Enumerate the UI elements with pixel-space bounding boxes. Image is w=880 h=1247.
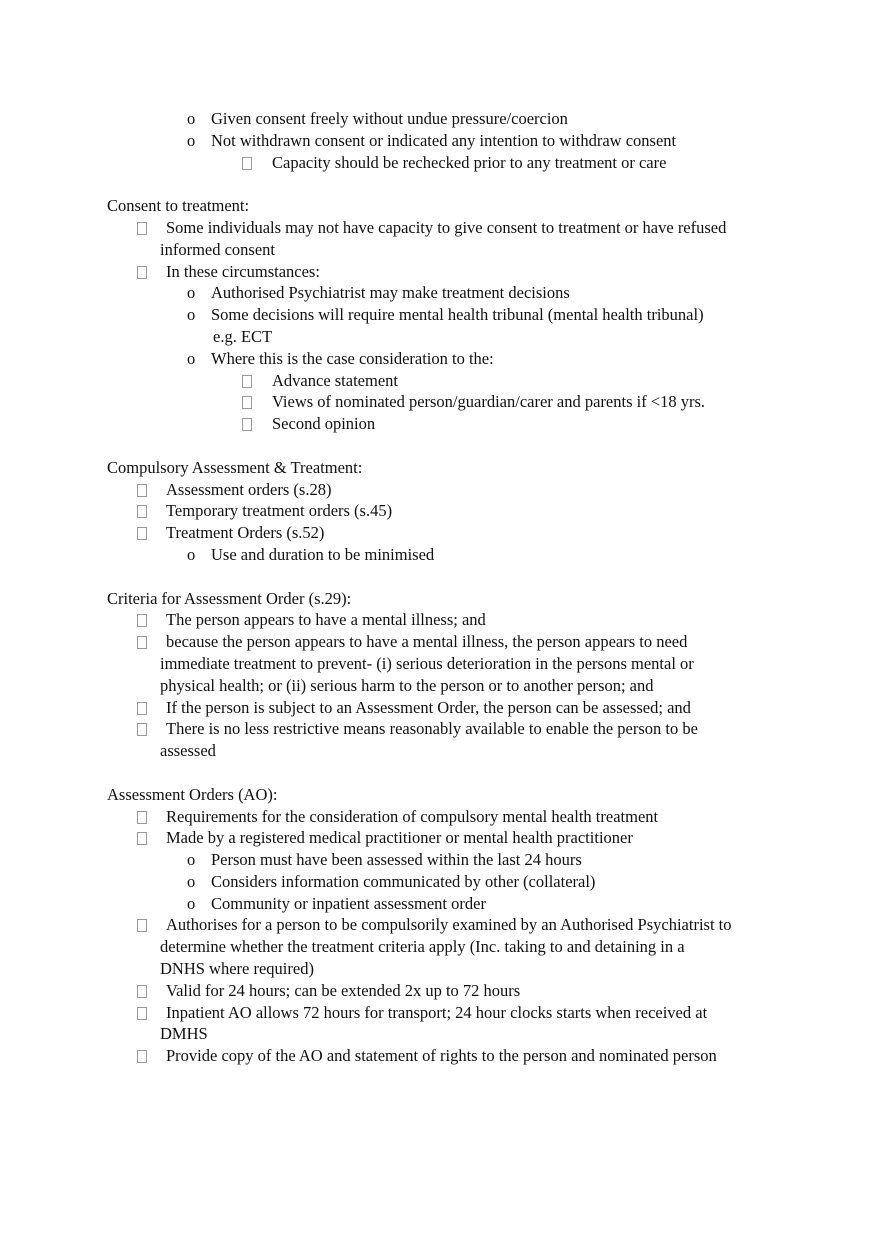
bullet-box-icon xyxy=(137,266,147,279)
list-item: because the person appears to have a mental illness, the person appears to need xyxy=(0,631,880,653)
list-item: Valid for 24 hours; can be extended 2x up to 72 hours xyxy=(0,980,880,1002)
section-heading-ao: Assessment Orders (AO): xyxy=(107,784,278,804)
list-item: Provide copy of the AO and statement of rights to the person and nominated person xyxy=(0,1045,880,1067)
section-heading-compulsory: Compulsory Assessment & Treatment: xyxy=(107,457,363,477)
bullet-box-icon xyxy=(137,1050,147,1063)
bullet-box-icon xyxy=(137,505,147,518)
bullet-o-icon: o xyxy=(187,109,196,128)
bullet-box-icon xyxy=(137,832,147,845)
bullet-box-icon xyxy=(137,985,147,998)
list-item-continuation: DMHS xyxy=(160,1024,208,1044)
list-item: o Use and duration to be minimised xyxy=(187,544,435,564)
list-item: Inpatient AO allows 72 hours for transport; 24 hour clocks starts when received at xyxy=(0,1002,880,1024)
list-item: Advance statement xyxy=(0,370,880,392)
list-item-continuation: determine whether the treatment criteria apply (Inc. taking to and detaining in a xyxy=(160,937,685,957)
list-item: There is no less restrictive means reasonably available to enable the person to be xyxy=(0,718,880,740)
list-item-continuation: e.g. ECT xyxy=(213,326,273,346)
bullet-box-icon xyxy=(137,919,147,932)
list-item: Assessment orders (s.28) xyxy=(0,479,880,501)
bullet-o-icon: o xyxy=(187,871,196,891)
bullet-o-icon: o xyxy=(187,850,196,870)
list-item: o Considers information communicated by other (collateral) xyxy=(187,871,596,891)
bullet-box-icon xyxy=(137,484,147,497)
list-item: Second opinion xyxy=(0,413,880,435)
bullet-box-icon xyxy=(137,1007,147,1020)
bullet-o-icon: o xyxy=(187,283,196,303)
list-item: Authorises for a person to be compulsorily examined by an Authorised Psychiatrist to xyxy=(0,914,880,936)
list-item: If the person is subject to an Assessment Order, the person can be assessed; and xyxy=(0,697,880,719)
list-item: Some individuals may not have capacity to give consent to treatment or have refused xyxy=(0,217,880,239)
list-item: Made by a registered medical practitioner or mental health practitioner xyxy=(0,827,880,849)
list-item: Views of nominated person/guardian/carer and parents if <18 yrs. xyxy=(0,391,880,413)
bullet-box-icon xyxy=(242,157,252,170)
list-item: Requirements for the consideration of compulsory mental health treatment xyxy=(0,806,880,828)
list-item: o Some decisions will require mental health tribunal (mental health tribunal) xyxy=(187,305,704,325)
list-item: The person appears to have a mental illness; and xyxy=(0,609,880,631)
list-item: o Not withdrawn consent or indicated any intention to withdraw consent xyxy=(187,130,677,150)
bullet-box-icon xyxy=(137,723,147,736)
bullet-o-icon: o xyxy=(187,544,196,564)
bullet-o-icon: o xyxy=(187,130,196,150)
list-item: o Person must have been assessed within the last 24 hours xyxy=(187,850,582,870)
list-item: o Community or inpatient assessment order xyxy=(187,893,486,913)
bullet-box-icon xyxy=(137,702,147,715)
list-item-continuation: physical health; or (ii) serious harm to the person or to another person; and xyxy=(160,675,654,695)
bullet-box-icon xyxy=(242,375,252,388)
bullet-o-icon: o xyxy=(187,348,196,368)
list-item: Capacity should be rechecked prior to any treatment or care xyxy=(0,152,880,174)
bullet-o-icon: o xyxy=(187,305,196,325)
bullet-box-icon xyxy=(137,614,147,627)
bullet-o-icon: o xyxy=(187,893,196,913)
bullet-box-icon xyxy=(137,527,147,540)
list-item: In these circumstances: xyxy=(0,261,880,283)
bullet-box-icon xyxy=(242,396,252,409)
list-item: Treatment Orders (s.52) xyxy=(0,522,880,544)
list-item: o Given consent freely without undue pressure/coercion xyxy=(187,109,568,128)
list-item-continuation: immediate treatment to prevent- (i) serious deterioration in the persons mental or xyxy=(160,653,694,673)
list-item-continuation: informed consent xyxy=(160,239,276,259)
list-item: Temporary treatment orders (s.45) xyxy=(0,500,880,522)
bullet-box-icon xyxy=(242,418,252,431)
list-item: o Authorised Psychiatrist may make treatment decisions xyxy=(187,283,570,303)
document-page xyxy=(0,108,880,1067)
bullet-box-icon xyxy=(137,811,147,824)
list-item-continuation: assessed xyxy=(160,741,216,761)
list-item-continuation: DNHS where required) xyxy=(160,959,314,979)
list-item: o Where this is the case consideration to the: xyxy=(187,348,494,368)
section-heading-consent: Consent to treatment: xyxy=(107,196,250,216)
section-heading-criteria: Criteria for Assessment Order (s.29): xyxy=(107,588,352,608)
bullet-box-icon xyxy=(137,222,147,235)
bullet-box-icon xyxy=(137,636,147,649)
